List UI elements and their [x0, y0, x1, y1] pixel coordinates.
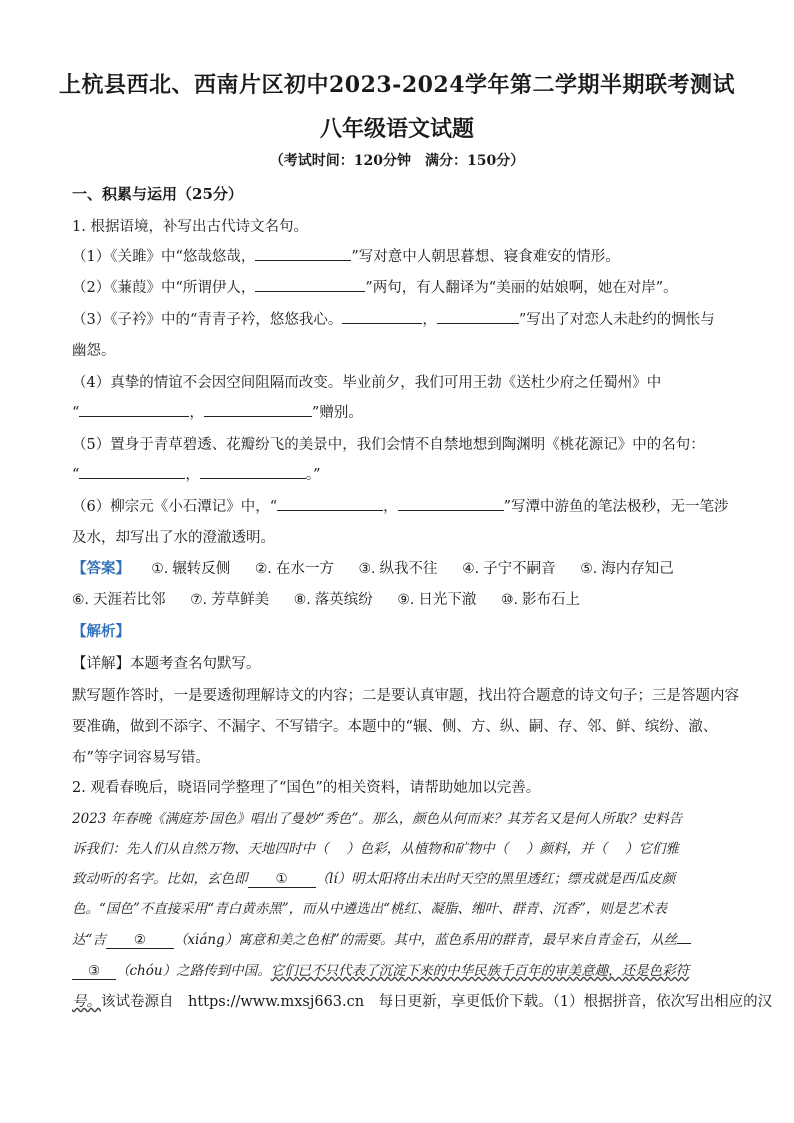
- question-1-item-1: （1）《关雎》中“悠哉悠哉， ”写对意中人朝思暮想、寝食难安的情形。: [72, 245, 726, 266]
- question-1-item-5: （5）置身于青草碧透、花瓣纷飞的美景中，我们会情不自禁地想到陶渊明《桃花源记》中的名句：: [72, 437, 705, 453]
- answer-blank: [437, 309, 519, 324]
- answer-item: ⑨. 日光下澈: [397, 592, 477, 608]
- answer-blank: [677, 929, 691, 944]
- material-line: ③ （chóu）之路传到中国。它们已不只代表了沉淀下来的中华民族千百年的审美意趣，还是色彩符: [72, 959, 724, 980]
- answer-blank: [255, 277, 365, 292]
- answer-row-2: [72, 588, 726, 609]
- numbered-blank-2: ②: [106, 932, 174, 949]
- answer-blank: [200, 464, 306, 479]
- question-1-stem: 1. 根据语境，补写出古代诗文名句。: [72, 219, 308, 235]
- analysis-paragraph: 默写题作答时，一是要透彻理解诗文的内容；二是要认真审题，找出符合题意的诗文句子；三是答题内容: [72, 688, 739, 704]
- numbered-blank-1: ①: [248, 871, 316, 888]
- question-1-item-3-cont: 幽怨。: [72, 343, 116, 359]
- question-1-item-2: （2）《蒹葭》中“所谓伊人， ”两句，有人翻译为“美丽的姑娘啊，她在对岸”。: [72, 276, 726, 297]
- answer-item: ④. 子宁不嗣音: [462, 561, 556, 577]
- source-note: 该试卷源自 https://www.mxsj663.cn 每日更新，享更低价下载。（1）根据拼音，依次写出相应的汉: [101, 994, 773, 1010]
- question-2-stem: 2. 观看春晚后，晓语同学整理了“国色”的相关资料，请帮助她加以完善。: [72, 780, 541, 796]
- numbered-blank-3: ③: [72, 963, 116, 980]
- question-1-item-4: （4）真挚的情谊不会因空间阻隔而改变。毕业前夕，我们可用王勃《送杜少府之任蜀州》中: [72, 375, 662, 391]
- question-1-item-6-cont: 及水，却写出了水的澄澈透明。: [72, 530, 275, 546]
- material-line: 致动听的名字。比如，玄色即 ① （lí）明太阳将出未出时天空的黑里透红；缥戎就是西瓜皮颜: [72, 871, 676, 887]
- answer-label: 【答案】: [72, 560, 130, 577]
- material-line: 2023 年春晚《满庭芳·国色》唱出了曼妙“秀色”。那么，颜色从何而来？其芳名又是何人所取？史料告: [72, 811, 683, 827]
- answer-item: ⑦. 芳草鲜美: [190, 592, 270, 608]
- answer-blank: [79, 402, 189, 417]
- answer-item: ②. 在水一方: [254, 561, 334, 577]
- answer-item: ⑩. 影布石上: [501, 592, 581, 608]
- analysis-label: 【解析】: [72, 623, 130, 640]
- answer-row-1: [72, 557, 726, 578]
- question-1-item-5-cont: “ ， 。”: [72, 463, 726, 484]
- question-1-item-4-cont: “ ， ”赠别。: [72, 401, 726, 422]
- answer-blank: [204, 402, 312, 417]
- page-subject-title: 八年级语文试题: [319, 116, 474, 142]
- answer-item: ⑥. 天涯若比邻: [72, 592, 166, 608]
- material-line: 达“吉 ② （xiáng）寓意和美之色相”的需要。其中，蓝色系用的群青，最早来自青金石，从丝: [72, 928, 724, 949]
- answer-blank: [398, 496, 504, 511]
- answer-blank: [277, 496, 383, 511]
- answer-item: ⑤. 海内存知己: [580, 561, 674, 577]
- analysis-detail: 【详解】本题考查名句默写。: [72, 656, 261, 672]
- material-line: 色。“国色”不直接采用“青白黄赤黑”，而从中遴选出“桃红、凝脂、缃叶、群青、沉香”，则是艺术表: [72, 901, 667, 917]
- answer-item: ⑧. 落英缤纷: [293, 592, 373, 608]
- page-title: 上杭县西北、西南片区初中2023-2024学年第二学期半期联考测试: [58, 72, 736, 98]
- answer-blank: [342, 309, 422, 324]
- question-1-item-6: （6）柳宗元《小石潭记》中，“ ， ”写潭中游鱼的笔法极秒，无一笔涉: [72, 495, 726, 516]
- answer-blank: [79, 464, 185, 479]
- wavy-underlined-sentence: 它们已不只代表了沉淀下来的中华民族千百年的审美意趣，还是色彩符: [270, 963, 690, 979]
- material-line: 号。该试卷源自 https://www.mxsj663.cn 每日更新，享更低价下载。（1）根据拼音，依次写出相应的汉: [72, 994, 773, 1010]
- answer-item: ③. 纵我不往: [358, 561, 438, 577]
- analysis-paragraph: 要准确，做到不添字、不漏字、不写错字。本题中的“辗、侧、方、纵、嗣、存、邻、鲜、缤纷、澈、: [72, 719, 718, 735]
- material-line: 诉我们：先人们从自然万物、天地四时中（ ）色彩，从植物和矿物中（ ）颜料，并（ ）它们雅: [72, 841, 679, 857]
- analysis-paragraph: 布”等字词容易写错。: [72, 750, 210, 766]
- answer-item: ①. 辗转反侧: [151, 561, 231, 577]
- answer-blank: [255, 246, 351, 261]
- exam-info: （考试时间：120分钟 满分：150分）: [269, 153, 525, 169]
- section-heading: 一、积累与运用（25分）: [72, 185, 243, 203]
- question-1-item-3: （3）《子衿》中的“青青子衿，悠悠我心。 ， ”写出了对恋人未赴约的惆怅与: [72, 308, 726, 329]
